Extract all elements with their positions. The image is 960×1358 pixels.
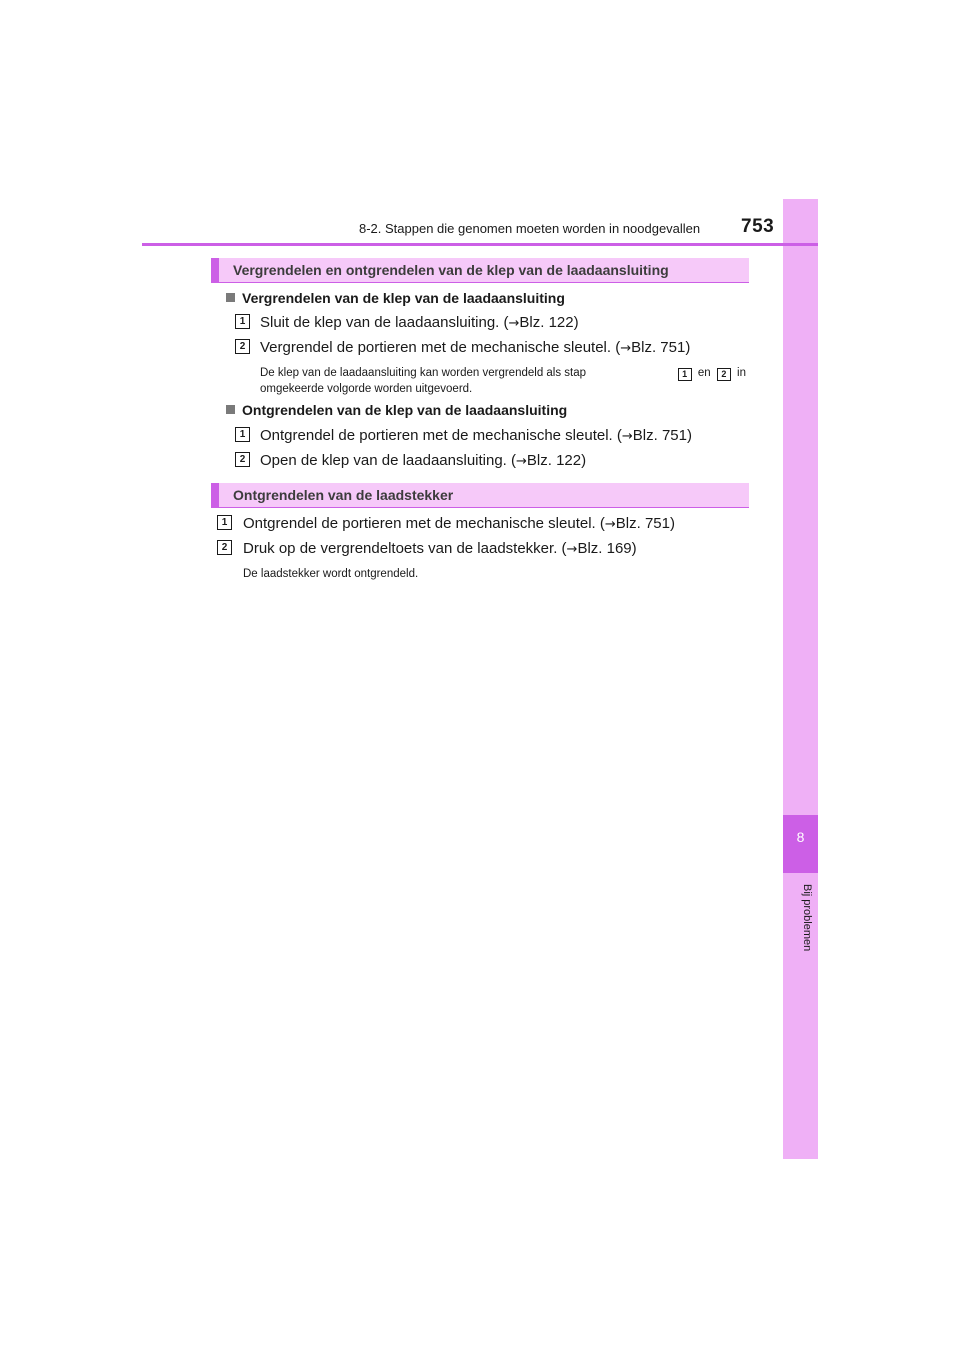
step-note bbox=[260, 365, 746, 397]
page-reference: Blz. 122) bbox=[519, 314, 579, 331]
step-text bbox=[243, 515, 675, 532]
step-number-badge: 2 bbox=[235, 339, 250, 354]
note-text: omgekeerde volgorde worden uitgevoerd. bbox=[260, 383, 473, 395]
subsection-title: Ontgrendelen van de klep van de laadaansluiting bbox=[242, 402, 568, 418]
subsection-title: Vergrendelen van de klep van de laadaansluiting bbox=[242, 290, 565, 306]
right-arrow-icon: → bbox=[516, 454, 527, 469]
right-arrow-icon: → bbox=[508, 316, 520, 331]
right-arrow-icon: → bbox=[621, 429, 633, 444]
square-bullet-icon bbox=[226, 405, 235, 414]
step-number-badge: 1 bbox=[235, 314, 250, 329]
step-number-badge: 2 bbox=[717, 368, 731, 381]
subsection-heading bbox=[226, 402, 567, 418]
header-rule bbox=[142, 243, 818, 246]
step-text bbox=[260, 452, 586, 469]
right-arrow-icon: → bbox=[566, 542, 578, 557]
chapter-label: Bij problemen bbox=[801, 884, 813, 952]
step-text bbox=[260, 339, 690, 356]
note-text: en bbox=[697, 367, 711, 379]
step-number-badge: 2 bbox=[235, 452, 250, 467]
page-reference: Blz. 751) bbox=[631, 339, 691, 356]
section-title: Vergrendelen en ontgrendelen van de klep van de laadaansluiting bbox=[233, 262, 669, 278]
step-number-badge: 1 bbox=[678, 368, 692, 381]
step-text bbox=[260, 427, 692, 444]
step-text bbox=[260, 314, 579, 331]
subsection-heading bbox=[226, 290, 565, 306]
step-instruction: Open de klep van de laadaansluiting. ( bbox=[260, 452, 517, 469]
page-reference: Blz. 169) bbox=[577, 540, 637, 557]
running-head: 8-2. Stappen die genomen moeten worden in noodgevallen bbox=[359, 221, 701, 236]
right-arrow-icon: → bbox=[604, 517, 616, 532]
note-text: De klep van de laadaansluiting kan worden vergrendeld als stap bbox=[260, 367, 587, 379]
page-reference: Blz. 751) bbox=[615, 515, 675, 532]
page-reference: Blz. 122) bbox=[526, 452, 587, 469]
step-text bbox=[243, 540, 637, 557]
step-number-badge: 2 bbox=[217, 540, 232, 555]
step-number-badge: 1 bbox=[217, 515, 232, 530]
page-reference: Blz. 751) bbox=[632, 427, 692, 444]
step-instruction: Ontgrendel de portieren met de mechanische sleutel. ( bbox=[260, 427, 622, 444]
section-heading-box bbox=[211, 483, 749, 508]
section-heading-box bbox=[211, 258, 749, 283]
square-bullet-icon bbox=[226, 293, 235, 302]
page-number: 753 bbox=[741, 216, 775, 237]
chapter-number: 8 bbox=[796, 829, 805, 845]
note-text: in bbox=[737, 367, 746, 379]
step-instruction: Ontgrendel de portieren met de mechanische sleutel. ( bbox=[243, 515, 605, 532]
step-instruction: Sluit de klep van de laadaansluiting. ( bbox=[260, 314, 509, 331]
step-instruction: Vergrendel de portieren met de mechanische sleutel. ( bbox=[260, 339, 621, 356]
step-instruction: Druk op de vergrendeltoets van de laadstekker. ( bbox=[243, 540, 567, 557]
step-number-badge: 1 bbox=[235, 427, 250, 442]
right-arrow-icon: → bbox=[620, 341, 632, 356]
section-title: Ontgrendelen van de laadstekker bbox=[233, 487, 454, 503]
step-note: De laadstekker wordt ontgrendeld. bbox=[243, 568, 419, 580]
chapter-side-tab bbox=[783, 199, 818, 1159]
